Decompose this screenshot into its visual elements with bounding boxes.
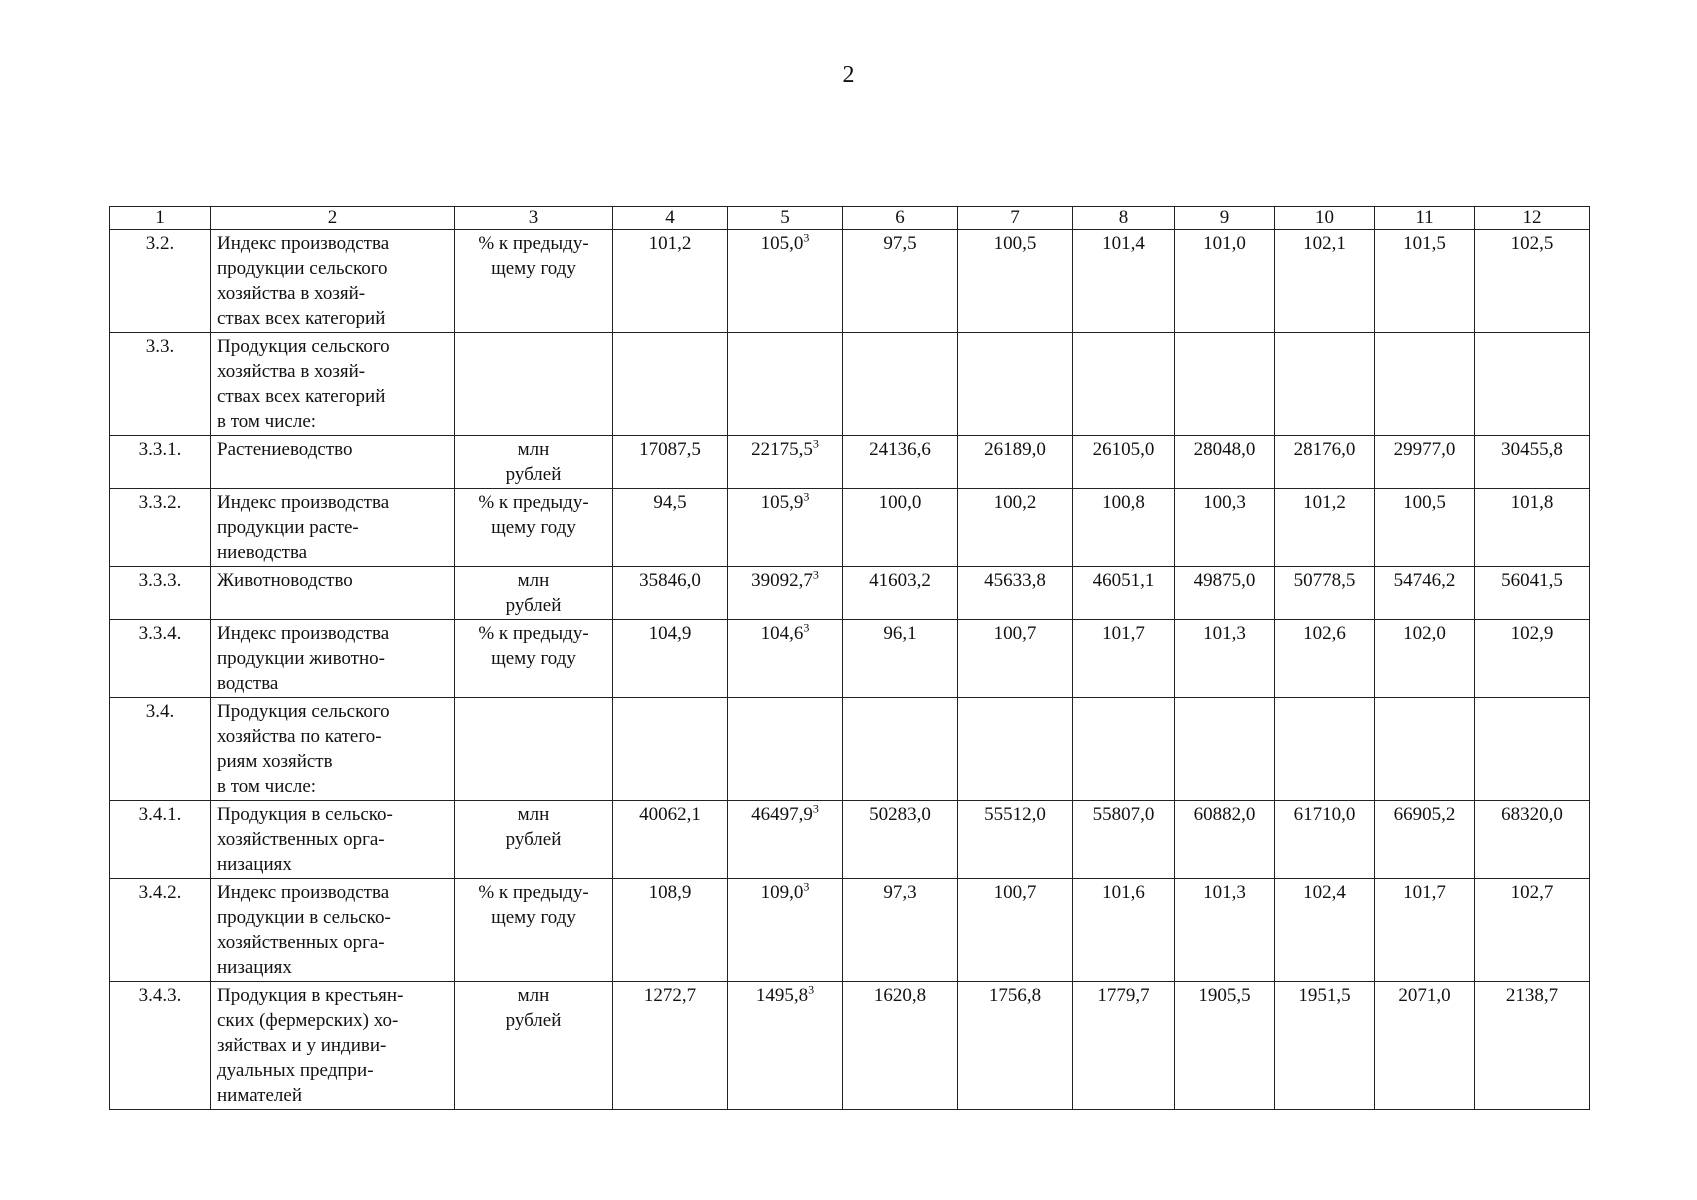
value-cell (1475, 489, 1590, 567)
value-cell (1175, 801, 1275, 879)
value-text: 50778,5 (1293, 570, 1356, 591)
indicator-name-cell (211, 801, 455, 879)
indicators-table (109, 206, 1590, 1110)
value-cell (728, 436, 843, 489)
value-cell (1175, 620, 1275, 698)
value-cell (1475, 333, 1590, 436)
value-cell (958, 879, 1073, 982)
value-cell (958, 698, 1073, 801)
value-cell (1475, 879, 1590, 982)
value-text: 66905,2 (1393, 804, 1456, 825)
value-cell (843, 620, 958, 698)
unit-line: щему году (491, 517, 576, 538)
value-text: 1951,5 (1298, 985, 1351, 1006)
unit-cell (455, 620, 613, 698)
value-cell (1375, 230, 1475, 333)
footnote-mark: 3 (812, 567, 819, 582)
value-text: 102,9 (1510, 623, 1554, 644)
indicator-name-cell (211, 489, 455, 567)
value-text: 101,2 (648, 233, 692, 254)
value-cell (1375, 567, 1475, 620)
table-row (110, 567, 1590, 620)
value-cell (613, 620, 728, 698)
indicator-name-cell (211, 567, 455, 620)
value-text: 1779,7 (1097, 985, 1150, 1006)
value-cell (1073, 698, 1175, 801)
indicator-name-line: ниеводства (217, 542, 308, 563)
footnote-mark: 3 (803, 620, 810, 635)
value-cell (843, 436, 958, 489)
value-cell (1475, 801, 1590, 879)
indicator-name-line: ствах всех категорий (217, 386, 386, 407)
value-cell (728, 801, 843, 879)
unit-line: рублей (505, 595, 562, 616)
value-cell (1073, 879, 1175, 982)
indicator-name-line: низациях (217, 854, 292, 875)
value-cell (1175, 333, 1275, 436)
value-text: 54746,2 (1393, 570, 1456, 591)
table-row (110, 801, 1590, 879)
value-text: 104,6 (760, 623, 804, 644)
unit-cell (455, 489, 613, 567)
value-text: 104,9 (648, 623, 692, 644)
value-text: 41603,2 (869, 570, 931, 591)
value-text: 109,0 (760, 882, 804, 903)
indicator-name-line: хозяйственных орга- (217, 829, 385, 850)
unit-line: рублей (505, 464, 562, 485)
value-cell (613, 801, 728, 879)
value-text: 100,5 (993, 233, 1037, 254)
value-cell (1275, 567, 1375, 620)
indicator-name-line: Индекс производства (217, 623, 390, 644)
indicator-name-line: продукции животно- (217, 648, 385, 669)
value-text: 102,7 (1510, 882, 1554, 903)
value-text: 96,1 (883, 623, 917, 644)
column-number-cell: 6 (843, 207, 958, 230)
value-text: 60882,0 (1193, 804, 1256, 825)
value-text: 24136,6 (869, 439, 931, 460)
unit-cell (455, 436, 613, 489)
row-number-cell: 3.3.1. (110, 436, 211, 489)
value-text: 101,0 (1203, 233, 1246, 254)
value-text: 100,5 (1403, 492, 1446, 513)
value-cell (1475, 567, 1590, 620)
value-text: 102,4 (1303, 882, 1346, 903)
indicator-name-cell (211, 333, 455, 436)
value-cell (1275, 982, 1375, 1110)
unit-cell (455, 230, 613, 333)
value-text: 102,6 (1303, 623, 1346, 644)
value-text: 102,0 (1403, 623, 1446, 644)
row-number-cell: 3.4.3. (110, 982, 211, 1110)
indicator-name-line: продукции сельского (217, 258, 388, 279)
indicator-name-cell (211, 698, 455, 801)
value-cell (1375, 489, 1475, 567)
table-row (110, 698, 1590, 801)
value-cell (843, 801, 958, 879)
value-text: 45633,8 (984, 570, 1046, 591)
value-text: 97,3 (883, 882, 917, 903)
value-cell (728, 982, 843, 1110)
unit-line: млн (517, 439, 550, 460)
indicator-name-cell (211, 436, 455, 489)
unit-line: % к предыду- (478, 623, 589, 644)
indicator-name-line: Индекс производства (217, 233, 390, 254)
unit-line: млн (517, 985, 550, 1006)
value-cell (958, 333, 1073, 436)
column-number-cell: 2 (211, 207, 455, 230)
value-cell (728, 333, 843, 436)
value-cell (958, 567, 1073, 620)
table-row (110, 489, 1590, 567)
value-cell (1275, 801, 1375, 879)
value-cell (1475, 698, 1590, 801)
value-cell (728, 698, 843, 801)
value-text: 1620,8 (873, 985, 927, 1006)
value-text: 68320,0 (1501, 804, 1563, 825)
value-cell (613, 567, 728, 620)
value-cell (1073, 982, 1175, 1110)
value-text: 50283,0 (869, 804, 931, 825)
indicator-name-line: хозяйства по катего- (217, 726, 382, 747)
column-number-cell: 7 (958, 207, 1073, 230)
indicator-name-line: продукции в сельско- (217, 907, 391, 928)
column-number-cell: 8 (1073, 207, 1175, 230)
page-number: 2 (842, 62, 855, 88)
value-text: 29977,0 (1393, 439, 1456, 460)
value-cell (958, 982, 1073, 1110)
value-cell (1073, 567, 1175, 620)
unit-line: щему году (491, 258, 576, 279)
indicator-name-line: ских (фермерских) хо- (217, 1010, 399, 1031)
value-cell (613, 230, 728, 333)
value-cell (1275, 489, 1375, 567)
row-number-cell: 3.3. (110, 333, 211, 436)
value-cell (1475, 436, 1590, 489)
indicator-name-line: ствах всех категорий (217, 308, 386, 329)
unit-line: щему году (491, 648, 576, 669)
indicator-name-line: Индекс производства (217, 882, 390, 903)
value-cell (1175, 436, 1275, 489)
unit-line: щему году (491, 907, 576, 928)
table-row (110, 982, 1590, 1110)
indicator-name-line: Продукция в крестьян- (217, 985, 404, 1006)
footnote-mark: 3 (803, 489, 810, 504)
value-cell (1275, 230, 1375, 333)
row-number-cell: 3.3.4. (110, 620, 211, 698)
value-cell (1375, 698, 1475, 801)
footnote-mark: 3 (803, 230, 810, 245)
value-cell (728, 230, 843, 333)
unit-cell (455, 801, 613, 879)
value-cell (1275, 436, 1375, 489)
indicator-name-line: Продукция сельского (217, 701, 390, 722)
value-cell (613, 436, 728, 489)
value-text: 101,5 (1403, 233, 1446, 254)
value-cell (1375, 620, 1475, 698)
table-row (110, 879, 1590, 982)
value-text: 100,2 (993, 492, 1037, 513)
table-row (110, 436, 1590, 489)
value-cell (1175, 698, 1275, 801)
unit-line: млн (517, 804, 550, 825)
column-number-cell: 3 (455, 207, 613, 230)
indicator-name-line: хозяйства в хозяй- (217, 361, 366, 382)
row-number-cell: 3.4.2. (110, 879, 211, 982)
indicator-name-line: риям хозяйств (217, 751, 333, 772)
value-text: 101,6 (1102, 882, 1145, 903)
value-text: 46497,9 (751, 804, 813, 825)
value-cell (1073, 620, 1175, 698)
column-number-cell: 5 (728, 207, 843, 230)
value-cell (728, 489, 843, 567)
value-text: 100,7 (993, 623, 1037, 644)
row-number-cell: 3.4. (110, 698, 211, 801)
indicator-name-line: нимателей (217, 1085, 302, 1106)
value-text: 105,9 (760, 492, 804, 513)
unit-line: рублей (505, 829, 562, 850)
value-text: 17087,5 (639, 439, 701, 460)
value-text: 56041,5 (1501, 570, 1563, 591)
value-text: 108,9 (648, 882, 692, 903)
value-cell (1175, 230, 1275, 333)
value-cell (1375, 801, 1475, 879)
value-cell (1275, 879, 1375, 982)
value-text: 22175,5 (751, 439, 813, 460)
value-cell (1375, 879, 1475, 982)
value-cell (843, 879, 958, 982)
value-cell (958, 620, 1073, 698)
value-cell (613, 333, 728, 436)
value-text: 26189,0 (984, 439, 1046, 460)
value-text: 94,5 (653, 492, 687, 513)
value-text: 55512,0 (984, 804, 1046, 825)
value-text: 61710,0 (1293, 804, 1356, 825)
value-text: 102,5 (1510, 233, 1554, 254)
value-cell (1475, 620, 1590, 698)
value-text: 101,7 (1102, 623, 1145, 644)
indicator-name-line: в том числе: (217, 411, 317, 432)
value-cell (1375, 436, 1475, 489)
value-text: 101,3 (1203, 623, 1246, 644)
value-cell (843, 698, 958, 801)
value-text: 102,1 (1303, 233, 1346, 254)
indicator-name-line: Продукция в сельско- (217, 804, 393, 825)
value-text: 101,4 (1102, 233, 1145, 254)
column-number-cell: 10 (1275, 207, 1375, 230)
value-cell (843, 982, 958, 1110)
row-number-cell: 3.3.2. (110, 489, 211, 567)
value-cell (1375, 982, 1475, 1110)
footnote-mark: 3 (812, 801, 819, 816)
row-number-cell: 3.3.3. (110, 567, 211, 620)
value-cell (728, 620, 843, 698)
indicator-name-cell (211, 230, 455, 333)
value-cell (1175, 982, 1275, 1110)
table-row (110, 230, 1590, 333)
column-number-row (110, 207, 1590, 230)
indicator-name-line: Индекс производства (217, 492, 390, 513)
value-text: 39092,7 (751, 570, 813, 591)
indicator-name-line: низациях (217, 957, 292, 978)
value-text: 105,0 (760, 233, 804, 254)
column-number-cell: 1 (110, 207, 211, 230)
value-cell (958, 801, 1073, 879)
value-cell (1175, 489, 1275, 567)
value-text: 35846,0 (639, 570, 701, 591)
column-number-cell: 11 (1375, 207, 1475, 230)
value-text: 101,2 (1303, 492, 1346, 513)
unit-cell (455, 567, 613, 620)
value-cell (613, 698, 728, 801)
value-text: 2071,0 (1398, 985, 1451, 1006)
indicator-name-cell (211, 982, 455, 1110)
value-text: 100,7 (993, 882, 1037, 903)
unit-line: рублей (505, 1010, 562, 1031)
unit-cell (455, 333, 613, 436)
value-cell (728, 567, 843, 620)
table-row (110, 333, 1590, 436)
value-cell (613, 879, 728, 982)
value-text: 2138,7 (1505, 985, 1559, 1006)
value-text: 100,8 (1102, 492, 1145, 513)
value-cell (1073, 801, 1175, 879)
value-cell (843, 230, 958, 333)
value-cell (843, 333, 958, 436)
value-text: 101,3 (1203, 882, 1246, 903)
value-text: 97,5 (883, 233, 917, 254)
value-cell (958, 230, 1073, 333)
value-cell (843, 567, 958, 620)
table-body (110, 230, 1590, 1110)
value-text: 1756,8 (988, 985, 1042, 1006)
value-cell (958, 436, 1073, 489)
value-text: 46051,1 (1092, 570, 1155, 591)
value-cell (843, 489, 958, 567)
indicator-name-line: водства (217, 673, 279, 694)
indicator-name-line: в том числе: (217, 776, 317, 797)
column-number-cell: 4 (613, 207, 728, 230)
unit-line: % к предыду- (478, 492, 589, 513)
unit-line: млн (517, 570, 550, 591)
row-number-cell: 3.2. (110, 230, 211, 333)
indicator-name-line: хозяйственных орга- (217, 932, 385, 953)
unit-cell (455, 698, 613, 801)
value-cell (613, 489, 728, 567)
footnote-mark: 3 (808, 982, 815, 997)
value-text: 1495,8 (755, 985, 809, 1006)
column-number-cell: 12 (1475, 207, 1590, 230)
value-cell (1475, 982, 1590, 1110)
value-text: 101,8 (1510, 492, 1554, 513)
value-text: 28176,0 (1293, 439, 1356, 460)
value-cell (613, 982, 728, 1110)
value-text: 1905,5 (1198, 985, 1251, 1006)
indicator-name-cell (211, 620, 455, 698)
unit-line: % к предыду- (478, 233, 589, 254)
indicator-name-line: хозяйства в хозяй- (217, 283, 366, 304)
value-text: 55807,0 (1092, 804, 1155, 825)
indicator-name-line: продукции расте- (217, 517, 359, 538)
indicator-name-line: дуальных предпри- (217, 1060, 374, 1081)
unit-cell (455, 982, 613, 1110)
indicator-name-line: зяйствах и у индиви- (217, 1035, 387, 1056)
value-cell (1073, 489, 1175, 567)
value-cell (1073, 230, 1175, 333)
value-cell (1375, 333, 1475, 436)
row-number-cell: 3.4.1. (110, 801, 211, 879)
value-cell (728, 879, 843, 982)
value-cell (1475, 230, 1590, 333)
value-cell (1175, 879, 1275, 982)
value-cell (1275, 333, 1375, 436)
indicator-name-line: Животноводство (217, 570, 353, 591)
value-cell (1275, 698, 1375, 801)
value-text: 101,7 (1403, 882, 1446, 903)
column-number-cell: 9 (1175, 207, 1275, 230)
value-text: 100,3 (1203, 492, 1246, 513)
value-cell (958, 489, 1073, 567)
value-text: 1272,7 (643, 985, 697, 1006)
value-text: 49875,0 (1193, 570, 1256, 591)
value-text: 28048,0 (1193, 439, 1256, 460)
value-cell (1275, 620, 1375, 698)
value-cell (1175, 567, 1275, 620)
table-row (110, 620, 1590, 698)
footnote-mark: 3 (812, 436, 819, 451)
value-text: 100,0 (878, 492, 922, 513)
value-cell (1073, 436, 1175, 489)
footnote-mark: 3 (803, 879, 810, 894)
unit-cell (455, 879, 613, 982)
value-text: 26105,0 (1092, 439, 1155, 460)
indicator-name-cell (211, 879, 455, 982)
unit-line: % к предыду- (478, 882, 589, 903)
value-text: 40062,1 (639, 804, 701, 825)
indicator-name-line: Продукция сельского (217, 336, 390, 357)
value-text: 30455,8 (1501, 439, 1563, 460)
indicator-name-line: Растениеводство (217, 439, 353, 460)
value-cell (1073, 333, 1175, 436)
